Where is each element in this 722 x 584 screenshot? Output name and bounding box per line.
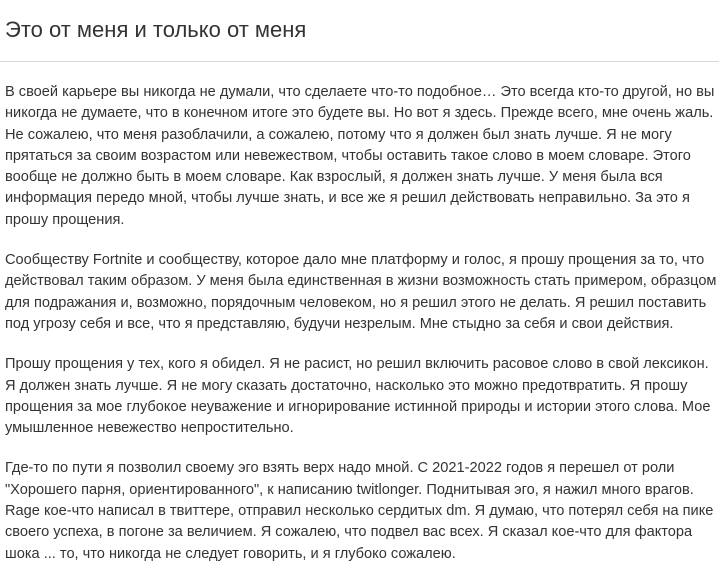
paragraph-1: В своей карьере вы никогда не думали, что сделаете что-то подобное… Это всегда кто-то другой, но вы никогда не думаете, что в конечном итоге это будете вы. Но вот я здесь. Прежде всего, мне очень жаль. Не сожалею, что меня разоблачили, а сожалею, потому что я должен был знать лучше. Я не могу прятаться за своим возрастом или невежеством, чтобы оставить такое слово в моем словаре. Этого вообще не должно быть в моем словаре. Как взрослый, я должен знать лучше. У меня была вся информация передо мной, чтобы лучше знать, и все же я решил действовать неправильно. За это я прошу прощения. xyxy=(5,84,715,228)
paragraph-4: Где-то по пути я позволил своему эго взять верх надо мной. С 2021-2022 годов я перешел от роли "Хорошего парня, ориентированного", к написанию twitlonger. Поднитывая эго, я нажил много врагов. Rage кое-что написал в твиттере, отправил несколько сердитых dm. Я думаю, что потерял себя на пике своего успеха, в погоне за величием. Я сожалею, что подвел вас всех. Я сказал кое-что для фактора шока ... то, что никогда не следует говорить, и я глубоко сожалею. xyxy=(5,460,714,562)
paragraph-3: Прошу прощения у тех, кого я обидел. Я не расист, но решил включить расовое слово в свой лексикон. Я должен знать лучше. Я не могу сказать достаточно, насколько это можно предотвратить. Я прошу прощения за мое глубокое неуважение и игнорирование истинной природы и истории этого слова. Мое умышленное невежество непростительно. xyxy=(5,356,711,437)
title-divider xyxy=(0,61,719,62)
article-body xyxy=(5,82,721,584)
paragraph-2: Сообществу Fortnite и сообществу, которое дало мне платформу и голос, я прошу прощения за то, что действовал таким образом. У меня была единственная в жизни возможность стать примером, образцом для подражания и, возможно, порядочным человеком, но я решил этого не делать. Я решил поставить под угрозу себя и все, что я представляю, будучи незрелым. Мне стыдно за себя и свои действия. xyxy=(5,252,717,332)
page-title: Это от меня и только от меня xyxy=(5,17,307,42)
